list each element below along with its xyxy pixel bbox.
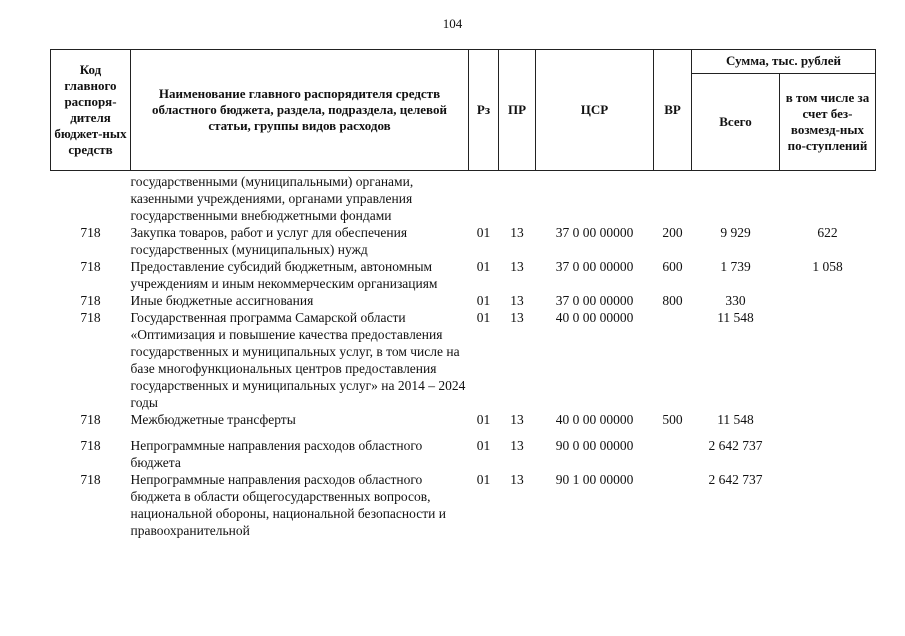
row-spacer	[51, 428, 876, 437]
header-rz: Рз	[469, 50, 499, 171]
cell-rz: 01	[476, 412, 491, 427]
header-pr: ПР	[499, 50, 536, 171]
header-free: в том числе за счет без-возмезд-ных по-ступлений	[780, 73, 876, 170]
cell-code	[51, 171, 131, 225]
cell-name: Непрограммные направления расходов областного бюджета в области общегосударственных вопросов, национальной обороны, национальной безопасности и правоохранительной	[130, 472, 446, 538]
cell-code: 718	[80, 310, 101, 325]
cell-free: 1 058	[812, 259, 843, 274]
cell-name: Предоставление субсидий бюджетным, автономным учреждениям и иным некоммерческим организациям	[130, 259, 438, 291]
cell-vr	[654, 471, 692, 539]
header-name: Наименование главного распорядителя средств областного бюджета, раздела, подраздела, целевой статьи, группы видов расходов	[131, 50, 469, 171]
cell-code: 718	[80, 438, 101, 453]
table-body	[51, 171, 876, 540]
header-total: Всего	[692, 73, 780, 170]
cell-name: Закупка товаров, работ и услуг для обеспечения государственных (муниципальных) нужд	[130, 225, 408, 257]
cell-free	[780, 171, 876, 225]
cell-vr	[654, 171, 692, 225]
cell-total: 330	[725, 293, 746, 308]
cell-name: Непрограммные направления расходов областного бюджета	[130, 438, 423, 470]
cell-name: Межбюджетные трансферты	[130, 412, 296, 427]
cell-pr: 13	[510, 310, 524, 325]
cell-free	[780, 411, 876, 428]
cell-csr: 90 0 00 00000	[555, 438, 634, 453]
header-code: Код главного распоря-дителя бюджет-ных средств	[51, 50, 131, 171]
cell-total: 11 548	[717, 310, 754, 325]
cell-total: 2 642 737	[708, 472, 763, 487]
cell-total: 2 642 737	[708, 438, 763, 453]
table-header	[51, 50, 876, 171]
cell-pr: 13	[510, 293, 524, 308]
cell-free	[780, 437, 876, 471]
table-row	[51, 471, 876, 539]
table-row	[51, 411, 876, 428]
cell-rz	[469, 171, 499, 225]
table-row	[51, 258, 876, 292]
header-csr: ЦСР	[536, 50, 654, 171]
cell-free	[780, 309, 876, 411]
cell-rz: 01	[476, 293, 491, 308]
cell-code: 718	[80, 259, 101, 274]
cell-pr: 13	[510, 259, 524, 274]
table-row	[51, 437, 876, 471]
cell-free	[780, 292, 876, 309]
cell-name: Иные бюджетные ассигнования	[130, 293, 314, 308]
cell-name: государственными (муниципальными) органами, казенными учреждениями, органами управления государственными внебюджетными фондами	[130, 174, 414, 223]
cell-name: Государственная программа Самарской области «Оптимизация и повышение качества предоставления государственных и муниципальных услуг, в том числе на базе многофункциональных центров предоставления государственных и муниципальных услуг» на 2014 – 2024 годы	[130, 310, 466, 410]
cell-code: 718	[80, 472, 101, 487]
cell-csr: 90 1 00 00000	[555, 472, 634, 487]
cell-total: 9 929	[720, 225, 751, 240]
cell-pr: 13	[510, 438, 524, 453]
cell-vr	[654, 437, 692, 471]
table-row	[51, 224, 876, 258]
cell-rz: 01	[476, 259, 491, 274]
header-vr: ВР	[654, 50, 692, 171]
cell-total: 1 739	[720, 259, 751, 274]
cell-csr: 37 0 00 00000	[555, 225, 634, 240]
cell-vr: 500	[662, 412, 683, 427]
cell-csr: 37 0 00 00000	[555, 259, 634, 274]
cell-csr	[536, 171, 654, 225]
cell-vr: 600	[662, 259, 683, 274]
cell-csr: 40 0 00 00000	[555, 310, 634, 325]
cell-pr: 13	[510, 225, 524, 240]
cell-code: 718	[80, 412, 101, 427]
table-row	[51, 292, 876, 309]
cell-free	[780, 471, 876, 539]
cell-vr: 800	[662, 293, 683, 308]
page-number: 104	[442, 16, 463, 31]
cell-csr: 37 0 00 00000	[555, 293, 634, 308]
cell-total	[692, 171, 780, 225]
cell-rz: 01	[476, 225, 491, 240]
cell-rz: 01	[476, 438, 491, 453]
cell-rz: 01	[476, 310, 491, 325]
cell-pr: 13	[510, 412, 524, 427]
cell-pr: 13	[510, 472, 524, 487]
cell-code: 718	[80, 293, 101, 308]
cell-vr: 200	[662, 225, 683, 240]
cell-total: 11 548	[717, 412, 754, 427]
table-row	[51, 171, 876, 225]
cell-free: 622	[817, 225, 838, 240]
table-row	[51, 309, 876, 411]
cell-csr: 40 0 00 00000	[555, 412, 634, 427]
budget-table	[50, 49, 876, 539]
cell-code: 718	[80, 225, 101, 240]
header-sum-group: Сумма, тыс. рублей	[692, 50, 876, 74]
cell-vr	[654, 309, 692, 411]
cell-pr	[499, 171, 536, 225]
cell-rz: 01	[476, 472, 491, 487]
